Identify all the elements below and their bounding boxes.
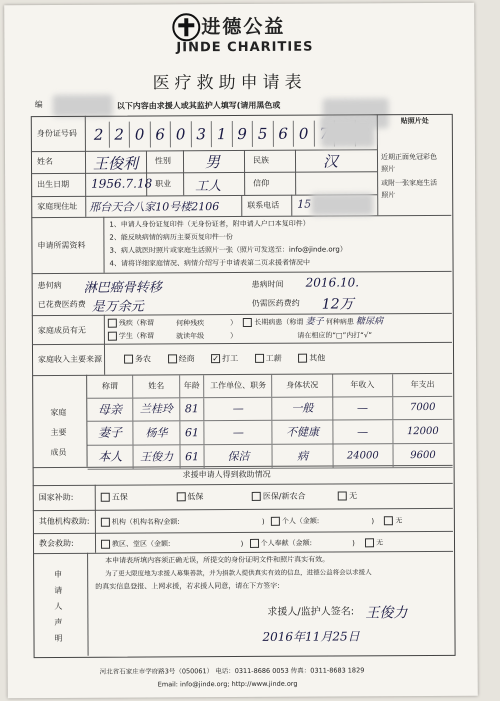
signature-label: 求援人/监护人签名: xyxy=(267,606,355,618)
option-checkbox[interactable] xyxy=(250,539,259,548)
student-checkbox[interactable] xyxy=(108,332,117,341)
material-item: 3、病人就医时照片或家庭生活照片一张（照片可发送至：info@jinde.org） xyxy=(109,245,347,255)
debt-label: 仍需医药费约 xyxy=(251,298,300,308)
id-digit: 3 xyxy=(191,121,212,147)
option-checkbox[interactable] xyxy=(271,517,280,526)
option-checkbox[interactable] xyxy=(124,355,133,364)
id-digit: 1 xyxy=(212,121,233,147)
gender-label: 性别 xyxy=(154,156,172,166)
income-source-label: 家庭收入主要来源 xyxy=(38,354,103,365)
members-table xyxy=(87,374,452,470)
name-value: 王俊利 xyxy=(92,154,139,173)
id-digit: 2 xyxy=(89,122,110,148)
id-digit: 0 xyxy=(130,121,151,147)
instruction-text: 以下内容由求援人或其监护人填写(请用黑色或 xyxy=(116,100,281,111)
ethnic-label: 民族 xyxy=(252,155,270,165)
declaration-line2: 为了更大限度地为求援人募集善款，并为捐款人提供真实有效的信息，进德公益将会以求援人 xyxy=(105,568,372,578)
redacted-id-tail xyxy=(321,117,375,147)
id-digit: 0 xyxy=(294,121,315,147)
materials-label: 申请所需资料 xyxy=(37,240,86,251)
disease-label: 患何病 xyxy=(37,280,62,291)
photo-line1: 近期正面免冠彩色 xyxy=(380,152,438,162)
brand-name-en: JINDE CHARITIES xyxy=(176,39,314,56)
table-row: 本人 王俊力 61 保洁 病 24000 9600 xyxy=(87,444,452,470)
photo-line4: 照片 xyxy=(381,191,396,200)
material-item: 1、申请人身份证复印件（无身份证者，附申请人户口本复印件） xyxy=(109,219,310,229)
faith-label: 信仰 xyxy=(253,178,270,188)
address-value: 邢台天合八家10号楼2106 xyxy=(89,200,220,214)
dob-label: 出生日期 xyxy=(37,179,70,190)
redacted-phone xyxy=(311,193,373,215)
phone-label: 联系电话 xyxy=(247,200,280,210)
chronic-illness-checkbox[interactable] xyxy=(243,318,252,327)
illness-time-label: 患病时间 xyxy=(251,279,284,289)
form-title: 医疗救助申请表 xyxy=(152,72,307,94)
student-row: 学生（称谓 就读年级 ） 请在相应的“□”内打“√” xyxy=(108,330,372,341)
option-checkbox[interactable] xyxy=(101,518,110,527)
photo-title: 贴照片处 xyxy=(400,117,429,126)
brand-name-cn: 进德公益 xyxy=(201,15,286,39)
gender-value: 男 xyxy=(204,153,221,172)
state-aid-options: 五保 低保 医保/新农合 无 xyxy=(101,491,357,502)
id-label: 身份证号码 xyxy=(36,128,77,139)
income-source-options: 务农 经商 ✓ 打工 工薪 其他 xyxy=(124,354,325,365)
charity-logo xyxy=(172,13,200,41)
photo-line2: 照片 xyxy=(381,165,396,174)
footer-address: 河北省石家庄市学府路3号（050061） 电话：0311-8686 0053 传真：0311-8683 1829 xyxy=(99,666,365,676)
option-checkbox[interactable] xyxy=(101,493,110,502)
option-checkbox[interactable] xyxy=(176,492,185,501)
disability-row: 残疾（称谓 何种残疾 ） 长期病患（称谓 妻子 何种病患 糖尿病 xyxy=(108,317,383,328)
spent-value: 是万余元 xyxy=(91,299,144,315)
serial-label: 编 xyxy=(34,100,43,110)
declaration-line3: 的真实信息登报、上网求援，若求援人同意，请在下方签字: xyxy=(95,581,280,591)
disability-checkbox[interactable] xyxy=(108,319,117,328)
id-digit: 6 xyxy=(150,121,171,147)
name-label: 姓名 xyxy=(36,156,54,167)
address-label: 家庭现住址 xyxy=(37,201,78,212)
id-digit: 9 xyxy=(232,121,253,147)
redacted-serial xyxy=(53,95,113,117)
cross-emblem-icon xyxy=(174,15,198,39)
declaration-line1: 本申请表所填内容须正确无误，所提交的身份证明文件和照片真实有效。 xyxy=(105,555,330,565)
spent-label: 已花费医药费 xyxy=(37,299,86,310)
option-checkbox[interactable] xyxy=(252,492,261,501)
id-digit: 5 xyxy=(253,121,274,147)
material-item: 2、能反映病情的病历主要页复印件一份 xyxy=(109,233,233,242)
application-form-page xyxy=(4,3,478,698)
table-header-row: 称谓 姓名 年龄 工作单位、职务 身体状况 年收入 年支出 xyxy=(87,374,452,399)
option-checkbox[interactable] xyxy=(365,538,374,547)
job-value: 工人 xyxy=(195,179,222,195)
ethnic-value: 汉 xyxy=(322,152,339,171)
table-row: 母亲 兰桂玲 81 — 一般 — 7000 xyxy=(87,397,452,422)
option-checkbox[interactable] xyxy=(338,491,347,500)
church-aid-label: 教会救助: xyxy=(38,538,74,549)
job-label: 职业 xyxy=(155,179,172,189)
option-checkbox[interactable] xyxy=(255,354,264,363)
declaration-side-label: 申 请 人 声 明 xyxy=(54,569,63,643)
table-row: 妻子 杨华 61 — 不健康 — 12000 xyxy=(87,420,452,446)
debt-value: 12万 xyxy=(321,296,354,313)
other-aid-label: 其他机构救助: xyxy=(38,516,90,527)
material-item: 4、请将详细家庭情况、病情介绍写于申请表第二页求援者情况中 xyxy=(109,258,311,268)
photo-line3: 或附一张家庭生活 xyxy=(381,178,438,188)
option-checkbox-checked[interactable]: ✓ xyxy=(212,354,220,364)
id-digit: 0 xyxy=(171,121,192,147)
members-side-label: 家庭 主要 成员 xyxy=(50,407,67,457)
option-checkbox[interactable] xyxy=(298,354,307,363)
family-disease-label: 家庭成员有无 xyxy=(37,325,86,336)
id-digit: 6 xyxy=(273,121,294,147)
illness-time-value: 2016.10. xyxy=(305,275,360,290)
state-aid-label: 国家补助: xyxy=(38,492,74,503)
phone-value: 15 xyxy=(297,197,312,211)
disease-value: 淋巴癌骨转移 xyxy=(83,280,162,296)
option-checkbox[interactable] xyxy=(168,354,177,363)
option-checkbox[interactable] xyxy=(384,516,393,525)
signature-value: 王俊力 xyxy=(365,605,408,622)
footer-contact: Email: info@jinde.org; http://www.jinde.org xyxy=(157,679,298,689)
aid-section-title: 求援申请人得到救助情况 xyxy=(182,469,271,480)
other-aid-options: 机构（机构名称/金额: ) 个人（金额: ) 无 xyxy=(101,516,403,527)
dob-value: 1956.7.18 xyxy=(91,176,153,191)
id-digit: 2 xyxy=(109,122,130,148)
church-aid-options: 教区、堂区（金额: ) 个人奉献（金额: ) 无 xyxy=(101,538,383,549)
signature-date: 2016年11月25日 xyxy=(262,629,360,644)
option-checkbox[interactable] xyxy=(101,540,110,549)
